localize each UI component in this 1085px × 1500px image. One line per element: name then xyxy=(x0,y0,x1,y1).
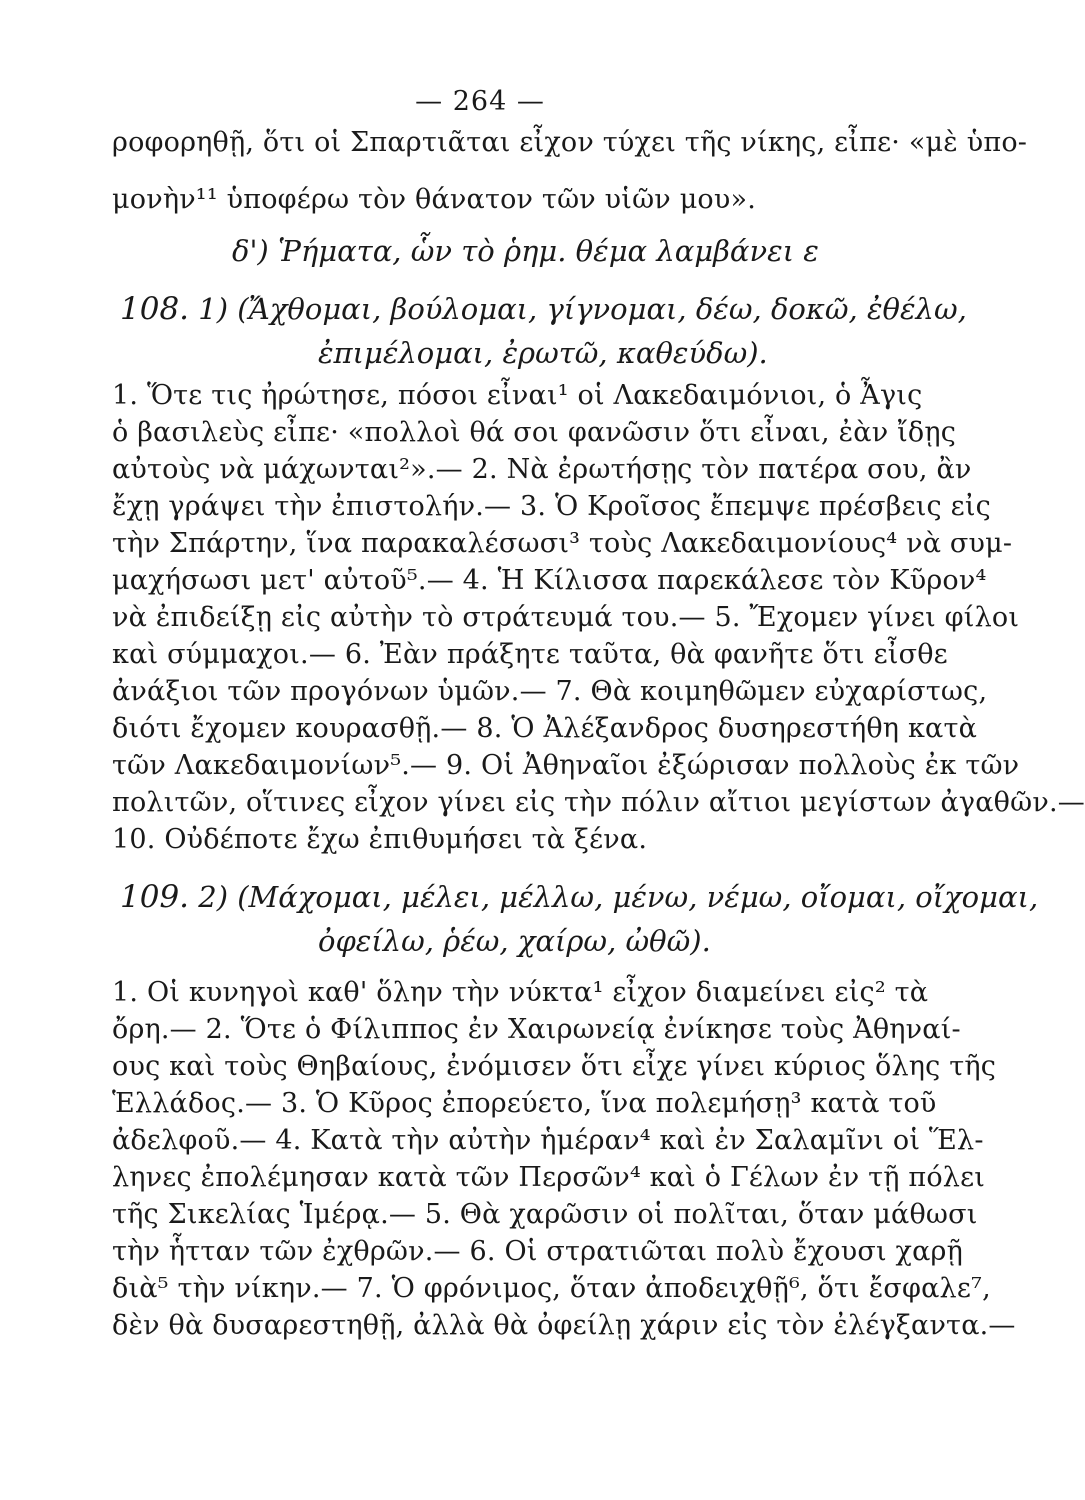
section-108-number: 108. xyxy=(120,291,190,327)
s109-line-1: 1. Οἱ κυνηγοὶ καθ' ὅλην τὴν νύκτα¹ εἶχον διαμείνει εἰς² τὰ xyxy=(112,977,929,1008)
section-108-title-line-2: ἐπιμέλομαι, ἐρωτῶ, καθεύδω). xyxy=(318,336,768,370)
s108-line-11: τῶν Λακεδαιμονίων⁵.— 9. Οἱ Ἀθηναῖοι ἐξώρισαν πολλοὺς ἐκ τῶν xyxy=(112,750,1020,781)
s109-line-9: διὰ⁵ τὴν νίκην.— 7. Ὁ φρόνιμος, ὅταν ἀποδειχθῇ⁶, ὅτι ἔσφαλε⁷, xyxy=(112,1273,991,1304)
s108-line-1: 1. Ὅτε τις ἠρώτησε, πόσοι εἶναι¹ οἱ Λακεδαιμόνιοι, ὁ Ἆγις xyxy=(112,380,923,411)
s108-line-3: αὐτοὺς νὰ μάχωνται²».— 2. Νὰ ἐρωτήσῃς τὸν πατέρα σου, ἂν xyxy=(112,454,972,485)
s109-line-10: δὲν θὰ δυσαρεστηθῇ, ἀλλὰ θὰ ὀφείλῃ χάριν εἰς τὸν ἐλέγξαντα.— xyxy=(112,1310,1016,1341)
s108-line-10: διότι ἔχομεν κουρασθῇ.— 8. Ὁ Ἀλέξανδρος δυσηρεστήθη κατὰ xyxy=(112,713,978,744)
section-delta-heading: δ') Ῥήματα, ὧν τὸ ῥημ. θέμα λαμβάνει ε xyxy=(232,234,819,268)
s109-line-5: ἀδελφοῦ.— 4. Κατὰ τὴν αὐτὴν ἡμέραν⁴ καὶ ἐν Σαλαμῖνι οἱ Ἕλ- xyxy=(112,1125,984,1156)
section-109-heading-1 xyxy=(120,878,1038,916)
s109-line-2: ὄρη.— 2. Ὅτε ὁ Φίλιππος ἐν Χαιρωνείᾳ ἐνίκησε τοὺς Ἀθηναί- xyxy=(112,1014,961,1045)
s109-line-8: τὴν ἧτταν τῶν ἐχθρῶν.— 6. Οἱ στρατιῶται πολὺ ἔχουσι χαρῇ xyxy=(112,1236,963,1267)
s109-line-4: Ἑλλάδος.— 3. Ὁ Κῦρος ἐπορεύετο, ἵνα πολεμήσῃ³ κατὰ τοῦ xyxy=(112,1088,937,1119)
s108-line-6: μαχήσωσι μετ' αὐτοῦ⁵.— 4. Ἡ Κίλισσα παρεκάλεσε τὸν Κῦρον⁴ xyxy=(112,565,987,596)
s108-line-4: ἔχῃ γράψει τὴν ἐπιστολήν.— 3. Ὁ Κροῖσος ἔπεμψε πρέσβεις εἰς xyxy=(112,491,991,522)
s108-line-13: 10. Οὐδέποτε ἔχω ἐπιθυμήσει τὰ ξένα. xyxy=(112,824,648,855)
section-108-heading-1 xyxy=(120,290,967,328)
page-number: — 264 — xyxy=(415,86,545,117)
s108-line-8: καὶ σύμμαχοι.— 6. Ἐὰν πράξητε ταῦτα, θὰ φανῆτε ὅτι εἶσθε xyxy=(112,639,948,670)
section-109-title-line-2: ὀφείλω, ῥέω, χαίρω, ὠθῶ). xyxy=(318,924,711,958)
s108-line-12: πολιτῶν, οἵτινες εἶχον γίνει εἰς τὴν πόλιν αἴτιοι μεγίστων ἀγαθῶν.— xyxy=(112,787,1085,818)
intro-line-1: ροφορηθῇ, ὅτι οἱ Σπαρτιᾶται εἶχον τύχει τῆς νίκης, εἶπε· «μὲ ὑπο- xyxy=(112,127,1028,158)
section-108-title-line-1: 1) (Ἄχθομαι, βούλομαι, γίγνομαι, δέω, δοκῶ, ἐθέλω, xyxy=(198,292,967,326)
section-109-number: 109. xyxy=(120,879,190,915)
s108-line-5: τὴν Σπάρτην, ἵνα παρακαλέσωσι³ τοὺς Λακεδαιμονίους⁴ νὰ συμ- xyxy=(112,528,1013,559)
s109-line-7: τῆς Σικελίας Ἱμέρᾳ.— 5. Θὰ χαρῶσιν οἱ πολῖται, ὅταν μάθωσι xyxy=(112,1199,978,1230)
section-109-title-line-1: 2) (Μάχομαι, μέλει, μέλλω, μένω, νέμω, οἴομαι, οἴχομαι, xyxy=(198,880,1039,914)
intro-line-2: μονὴν¹¹ ὑποφέρω τὸν θάνατον τῶν υἱῶν μου». xyxy=(112,184,757,215)
s109-line-3: ους καὶ τοὺς Θηβαίους, ἐνόμισεν ὅτι εἶχε γίνει κύριος ὅλης τῆς xyxy=(112,1051,997,1082)
s108-line-2: ὁ βασιλεὺς εἶπε· «πολλοὶ θά σοι φανῶσιν ὅτι εἶναι, ἐὰν ἴδῃς xyxy=(112,417,957,448)
s108-line-9: ἀνάξιοι τῶν προγόνων ὑμῶν.— 7. Θὰ κοιμηθῶμεν εὐχαρίστως, xyxy=(112,676,988,707)
s109-line-6: ληνες ἐπολέμησαν κατὰ τῶν Περσῶν⁴ καὶ ὁ Γέλων ἐν τῇ πόλει xyxy=(112,1162,986,1193)
s108-line-7: νὰ ἐπιδείξῃ εἰς αὐτὴν τὸ στράτευμά του.— 5. Ἔχομεν γίνει φίλοι xyxy=(112,602,1020,633)
